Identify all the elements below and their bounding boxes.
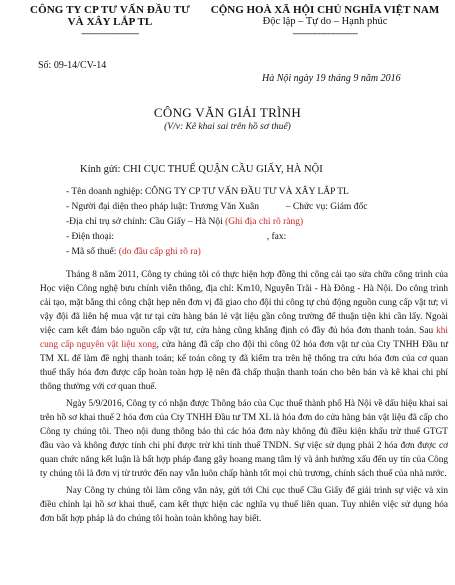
paragraph-1 [40, 268, 448, 394]
field-tax-code [66, 245, 446, 260]
phone-label: - Điện thoại: [66, 232, 115, 242]
address-note: (Ghi địa chỉ rõ ràng) [225, 217, 304, 227]
field-phone [66, 230, 446, 245]
recipient-line: Kính gửi: CHI CỤC THUẾ QUẬN CẦU GIẤY, HÀ NỘI [80, 164, 323, 175]
national-motto: Độc lập – Tự do – Hạnh phúc [262, 16, 388, 27]
field-company-name: - Tên doanh nghiệp: CÔNG TY CP TƯ VẤN ĐẦU TƯ VÀ XÂY LẮP TL [66, 187, 349, 197]
document-title: CÔNG VĂN GIẢI TRÌNH [153, 105, 302, 120]
nation-name: CỘNG HOÀ XÃ HỘI CHỦ NGHĨA VIỆT NAM [210, 4, 440, 16]
tax-note: (do đầu cấp ghi rõ ra) [118, 247, 201, 257]
fax-label: , fax: [266, 232, 287, 242]
paragraph-2: Ngày 5/9/2016, Công ty có nhận được Thông báo của Cục thuế thành phố Hà Nội về dấu hiệu khai sai trên hồ sơ khai thuế 2 hóa đơn của Cty TNHH Đầu tư TM XL là hóa đơn do cửa hàng bán vật liệu đã cấp cho Công ty chúng tôi. Theo nội dung thông báo thì các hóa đơn này không đủ điều kiện khấu trừ thuế GTGT đầu vào và không được tính chi phí được trừ khi tính thuế TNDN. Sự việc sử dụng phải 2 hóa đơn được cơ quan chức năng kết luận là bất hợp pháp đang gây hoang mang tâm lý và ảnh hưởng xấu đến uy tín của Công ty chúng tôi là đơn vị từ trước đến nay vẫn luôn chấp hành tốt mọi chủ trương, chính sách thuế của nhà nước. [40, 399, 448, 479]
paragraph-1-part-b: , cửa hàng đã cấp cho đội thi công 02 hóa đơn vật tư của Cty TNHH Đầu tư TM XL để làm đề nghị thanh toán; kế toán công ty đã kiểm tra trên hệ thống tra cứu hóa đơn của cơ quan thuế thấy hóa đơn được cấp hoàn toàn hợp lệ nên đã chấp thuận thanh toán cho bên bán và kê khai chi phí thông thường với cơ quan thuế. [40, 340, 448, 392]
header-right [200, 4, 450, 38]
paragraph-1-part-a: Tháng 8 năm 2011, Công ty chúng tôi có thực hiện hợp đồng thi công cải tạo sửa chữa công trình của Học viện Công nghệ bưu chính viễn thông, địa chỉ: Km10, Nguyễn Trãi - Hà Đông - Hà Nội. Do công trình cải tạo, mặt bằng thi công chật hẹp nên đơn vị đã giao cho đội thi công tự chủ động nguồn cung cấp vật tư; vì vậy đội đã liên hệ mua vật tư tại cửa hàng bán lẻ vật liệu gần công trường để thuận tiện khi cần lấy. Ngoài việc cam kết đảm bảo nguồn cấp vật tư, cửa hàng cũng khẳng định có đầy đủ hóa đơn thanh toán. Sau [40, 270, 448, 336]
document-number: Số: 09-14/CV-14 [38, 60, 107, 71]
company-info-fields [66, 185, 446, 260]
company-name-line1: CÔNG TY CP TƯ VẤN ĐẦU TƯ [30, 4, 190, 16]
document-date: Hà Nội ngày 19 tháng 9 năm 2016 [262, 73, 401, 84]
document-body [40, 268, 448, 526]
header-right-separator: -------------------------- [292, 28, 358, 38]
header-left-separator: ----------------------- [81, 28, 139, 38]
representative-text: - Người đại diện theo pháp luật: Trương Văn Xuân [66, 202, 259, 212]
field-address [66, 215, 446, 230]
paragraph-3: Nay Công ty chúng tôi làm công văn này, gửi tới Chi cục thuế Cầu Giấy để giải trình sự việc và xin điều chỉnh lại hồ sơ khai thuế, cam kết thực hiện các nghĩa vụ thuế liên quan. Tuy nhiên việc sử dụng hóa đơn bất hợp pháp là do chúng tôi hoàn toàn không hay biết. [40, 486, 448, 524]
tax-label: - Mã số thuế: [66, 247, 119, 257]
header-left [30, 4, 190, 38]
address-text: -Địa chỉ trụ sở chính: Cầu Giấy – Hà Nội [66, 217, 226, 227]
document-subtitle: (V/v: Kê khai sai trên hồ sơ thuế) [164, 122, 291, 132]
position-text: – Chức vụ: Giám đốc [285, 202, 368, 212]
paragraph-1-highlight: khi cung cấp nguyên vật liệu xong [40, 326, 448, 350]
field-representative [66, 200, 446, 215]
company-name-line2: VÀ XÂY LẮP TL [67, 16, 153, 28]
